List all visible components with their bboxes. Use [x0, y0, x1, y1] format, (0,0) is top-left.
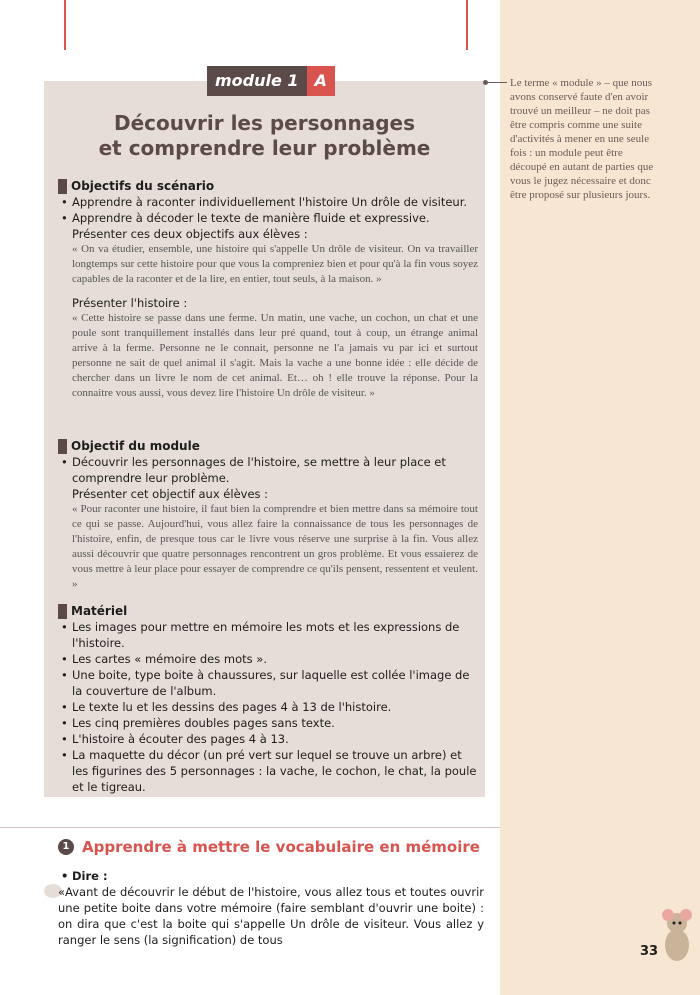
module-name: module 1	[207, 66, 307, 96]
dire-block: • Dire : «Avant de découvrir le début de l'histoire, vous allez tous et toutes ouvrir une petite boite dans votre mémoire (faire semblant d'ouvrir une boite) : on dira que c'est la boite qui s'appelle Un drôle de visiteur. Vous allez y ranger le sens (la signification) de tous	[58, 868, 484, 948]
page-number: 33	[640, 944, 659, 959]
margin-note: Le terme « module » – que nous avons conservé faute d'en avoir trouvé un meilleur – ne doit pas être compris comme une suite d'activités à mener en une seule fois : un module peut être découpé en autant de parties que vous le jugez nécessaire et donc être proposé sur plusieurs jours.	[510, 77, 654, 201]
step-number: 1	[58, 839, 74, 855]
section-objectif-module: Objectif du module • Découvrir les personnages de l'histoire, se mettre à leur place et comprendre leur problème. Présenter cet objectif aux élèves : « Pour raconter une histoire, il faut bien la comprendre et bien mettre dans sa mémoire tout ce qui se passe. Aujourd'hui, vous allez faire la connaissance de tous les personnages de l'histoire, enfin, de presque tous car le livre vous réserve une surprise à la fin. Vous allez aussi découvrir que quatre personnages rencontrent un gros problème. Et vous essaierez de vous mettre à leur place pour essayer de comprendre ce qu'ils pensent, ressentent et veulent. »	[58, 438, 478, 592]
module-label	[207, 66, 335, 96]
section-divider	[0, 827, 500, 828]
section-marker	[58, 604, 67, 619]
mouse-illustration	[655, 905, 700, 970]
module-letter: A	[307, 66, 335, 96]
section-marker	[58, 179, 67, 194]
decor-line-left	[64, 0, 66, 50]
section-marker	[58, 439, 67, 454]
page-title: Découvrir les personnages et comprendre leur problème	[98, 111, 431, 160]
step-title: Apprendre à mettre le vocabulaire en mémoire	[82, 838, 480, 856]
step-heading	[58, 838, 480, 856]
decor-line-right	[466, 0, 468, 50]
section-objectifs-scenario: Objectifs du scénario • Apprendre à raconter individuellement l'histoire Un drôle de visiteur. • Apprendre à décoder le texte de manière fluide et expressive. Présenter ces deux objectifs aux élèves : « On va étudier, ensemble, une histoire qui s'appelle Un drôle de visiteur. On va travailler longtemps sur cette histoire pour que vous la compreniez bien et pour qu'à la fin vous soyez capables de la raconter et de la lire, en entier, tout seuls, à la maison. » Présenter l'histoire : « Cette histoire se passe dans une ferme. Un matin, une vache, un cochon, un chat et une poule sont tranquillement installés dans leur pré quand, tout à coup, un étrange animal arrive à la ferme. Personne ne le connait, personne ne l'a jamais vu par ici et surtout personne ne sait de quel animal il s'agit. Mais la vache a une bonne idée : elle décide de chercher dans un livre le nom de cet animal. Et… oh ! elle trouve la réponse. Pour la connaitre vous aussi, vous devez lire l'histoire Un drôle de visiteur. »	[58, 178, 478, 401]
note-connector	[485, 82, 507, 83]
section-materiel: Matériel • Les images pour mettre en mémoire les mots et les expressions de l'histoire. • Les cartes « mémoire des mots ». • Une boite, type boite à chaussures, sur laquelle est collée l'image de la couverture de l'album. • Le texte lu et les dessins des pages 4 à 13 de l'histoire. • Les cinq premières doubles pages sans texte. • L'histoire à écouter des pages 4 à 13. • La maquette du décor (un pré vert sur lequel se trouve un arbre) et les figurines des 5 personnages : la vache, le cochon, le chat, la poule et le tigreau.	[58, 603, 478, 795]
